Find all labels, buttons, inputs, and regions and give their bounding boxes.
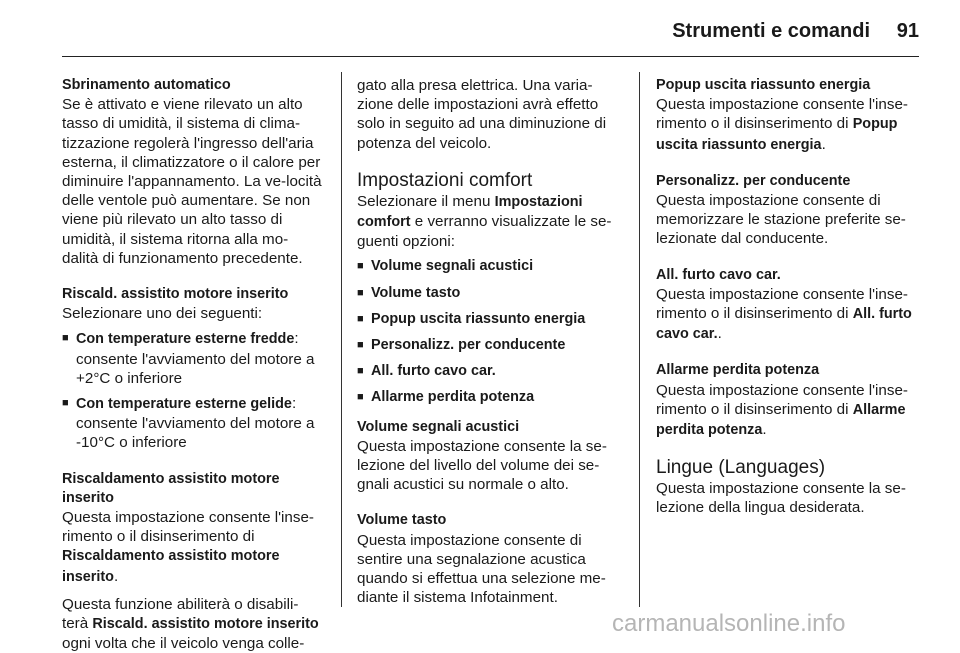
section-allarme-perdita: Allarme perdita potenza Questa impostazione consente l'inse-rimento o il disinserimento di Allarme perdita potenza. — [656, 361, 922, 440]
section-title: Riscald. assistito motore inserito — [62, 286, 289, 303]
section-text: Se è attivato e viene rilevato un alto tasso di umidità, il sistema di clima-tizzazione regolerà l'ingresso dell'aria esterna, il climatizzatore o il calore per diminuire l'appannamento. La ve-locità delle ventole può aumentare. Se non viene più rilevato un alto tasso di umidità, il sistema ritorna alla mo-dalità di funzionamento precedente. — [62, 96, 322, 267]
section-title: Volume tasto — [357, 512, 447, 529]
header-divider — [62, 56, 919, 57]
list-item: ■ Con temperature esterne gelide: consente l'avviamento del motore a -10°C o inferiore — [62, 394, 324, 453]
section-continuation: gato alla presa elettrica. Una varia-zione delle impostazioni avrà effetto solo in seguito ad una diminuzione di potenza del veicolo. — [357, 77, 607, 152]
section-heading: Impostazioni comfort — [357, 169, 533, 191]
section-paragraph: Questa funzione abiliterà o disabili-terà Riscald. assistito motore inserito ogni volta che il veicolo venga colle- — [62, 595, 319, 653]
section-lingue: Lingue (Languages) Questa impostazione consente la se-lezione della lingua desiderata. — [656, 457, 922, 517]
section-title: Sbrinamento automatico — [62, 77, 231, 93]
option-list — [62, 329, 324, 452]
section-riscaldamento-assistito: Riscaldamento assistito motore inserito Questa impostazione consente l'inse-rimento o il disinserimento di Riscaldamento assistito motore inserito. — [62, 470, 324, 587]
column-divider-2 — [639, 72, 640, 607]
section-volume-tasto: Volume tasto Questa impostazione consente di sentire una segnalazione acustica quando si effettua una selezione me-diante il sistema Infotainment. — [357, 511, 623, 607]
comfort-options-list — [357, 257, 623, 407]
list-item: ■ Con temperature esterne fredde: consente l'avviamento del motore a +2°C o inferiore — [62, 329, 324, 388]
section-volume-segnali: Volume segnali acustici Questa impostazione consente la se-lezione del livello del volume dei se-gnali acustici su normale o alto. — [357, 418, 623, 495]
list-item: ■ Popup uscita riassunto energia — [357, 310, 623, 329]
section-title: Personalizz. per conducente — [656, 172, 851, 189]
section-title: Popup uscita riassunto energia — [656, 77, 871, 93]
page-number: 91 — [896, 20, 919, 42]
column-1 — [62, 76, 324, 653]
section-impostazioni-comfort: Impostazioni comfort Selezionare il menu Impostazioni comfort e verranno visualizzate le se-guenti opzioni: ■ Volume segnali acustici ■ Volume tasto ■ Popup uscita riassunto energia ■ Personalizz. per conducente ■ All. furto cavo car. ■ Allarme perdita potenza — [357, 170, 623, 408]
list-item: ■ Volume tasto — [357, 284, 623, 303]
list-item: ■ All. furto cavo car. — [357, 362, 623, 381]
list-item: ■ Volume segnali acustici — [357, 257, 623, 276]
section-riscald-assistito — [62, 285, 324, 453]
section-all-furto: All. furto cavo car. Questa impostazione consente l'inse-rimento o il disinserimento di All. furto cavo car.. — [656, 266, 922, 345]
section-personalizz: Personalizz. per conducente Questa impostazione consente di memorizzare le stazione preferite se-lezionate dal conducente. — [656, 172, 922, 249]
section-text: Questa impostazione consente l'inse-rimento o il disinserimento di — [62, 509, 314, 546]
section-title: Allarme perdita potenza — [656, 362, 820, 379]
column-divider-1 — [341, 72, 342, 607]
list-item: ■ Personalizz. per conducente — [357, 336, 623, 355]
page-header — [0, 0, 960, 56]
section-title: All. furto cavo car. — [656, 266, 781, 283]
section-popup-uscita: Popup uscita riassunto energia Questa impostazione consente l'inse-rimento o il disinserimento di Popup uscita riassunto energia. — [656, 76, 922, 155]
column-3 — [656, 76, 922, 535]
watermark: carmanualsonline.info — [612, 610, 846, 637]
column-2 — [357, 76, 623, 624]
page-title: Strumenti e comandi — [672, 20, 870, 42]
section-sbrinamento — [62, 76, 324, 268]
section-text: Selezionare uno dei seguenti: — [62, 305, 263, 323]
list-item: ■ Allarme perdita potenza — [357, 388, 623, 407]
section-title: Volume segnali acustici — [357, 418, 520, 435]
section-heading: Lingue (Languages) — [656, 457, 826, 479]
section-title: Riscaldamento assistito motore inserito — [62, 470, 280, 506]
